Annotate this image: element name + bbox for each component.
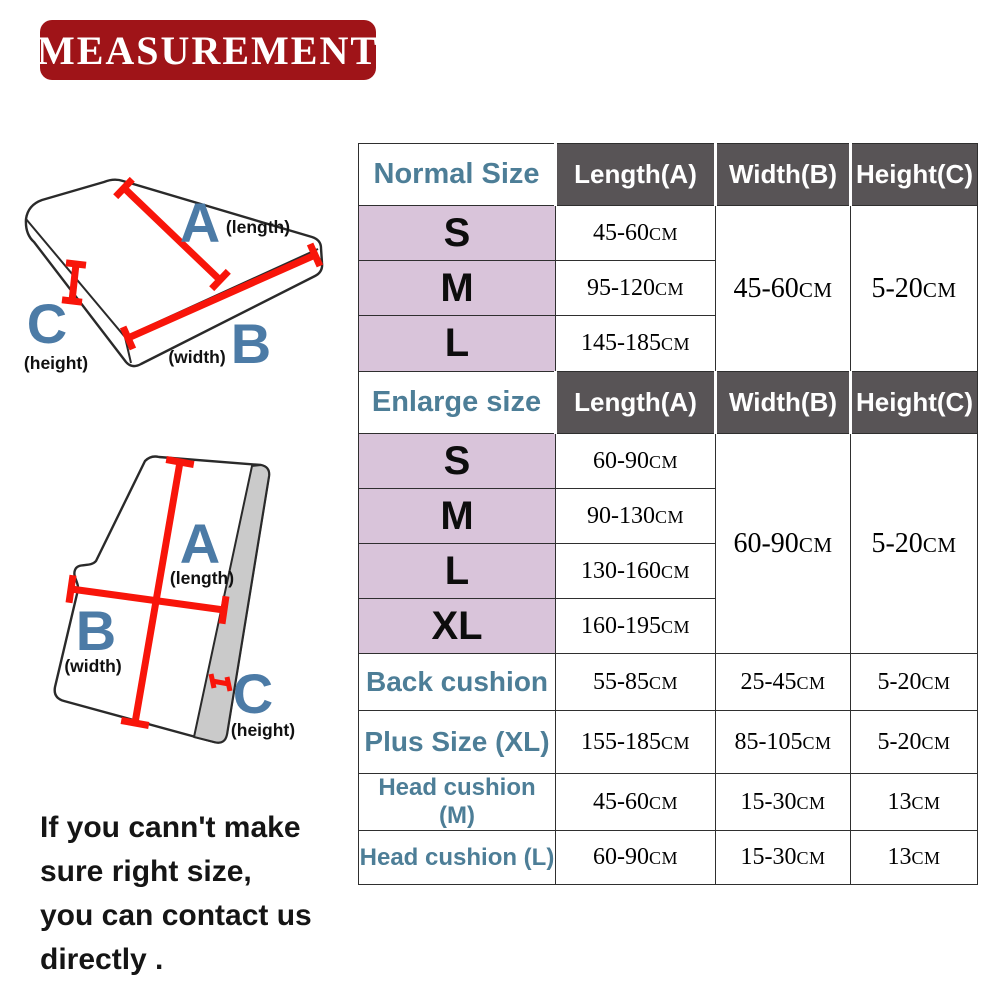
length-cell: 45-60CM (556, 774, 716, 831)
length-cell: 60-90CM (556, 831, 716, 885)
back-letter-c: C (232, 662, 274, 725)
column-header-height: Height(C) (851, 372, 978, 434)
height-cell-merged: 5-20CM (851, 434, 978, 654)
column-header-length: Length(A) (556, 372, 716, 434)
length-cell: 130-160CM (556, 544, 716, 599)
height-cell: 13CM (851, 831, 978, 885)
back-label-width: (width) (64, 656, 122, 676)
column-header-height: Height(C) (851, 144, 978, 206)
column-header-length: Length(A) (556, 144, 716, 206)
normal-size-title: Normal Size (359, 144, 556, 206)
seat-label-length: (length) (225, 217, 291, 237)
enlarge-row-s (359, 434, 978, 489)
column-header-width: Width(B) (716, 372, 851, 434)
height-cell: 5-20CM (851, 711, 978, 774)
row-label: Head cushion (L) (359, 831, 556, 885)
width-cell-merged: 45-60CM (716, 206, 851, 372)
width-cell: 85-105CM (716, 711, 851, 774)
normal-header-row (359, 144, 978, 206)
length-cell: 45-60CM (556, 206, 716, 261)
width-cell: 15-30CM (716, 774, 851, 831)
size-table (358, 143, 978, 885)
seat-label-width: (width) (168, 347, 226, 367)
length-cell: 155-185CM (556, 711, 716, 774)
back-letter-b: B (75, 599, 117, 662)
head-cushion-l-row (359, 831, 978, 885)
height-cell: 5-20CM (851, 654, 978, 711)
enlarge-header-row (359, 372, 978, 434)
size-cell: S (359, 206, 556, 261)
back-cushion-diagram (42, 450, 354, 772)
length-cell: 160-195CM (556, 599, 716, 654)
height-cell-merged: 5-20CM (851, 206, 978, 372)
row-label: Head cushion (M) (359, 774, 556, 831)
back-label-length: (length) (169, 568, 235, 588)
seat-label-height: (height) (23, 353, 89, 373)
row-label: Plus Size (XL) (359, 711, 556, 774)
head-cushion-m-row (359, 774, 978, 831)
back-cushion-row (359, 654, 978, 711)
length-cell: 60-90CM (556, 434, 716, 489)
contact-note (40, 806, 312, 982)
note-line: If you cann't make (40, 811, 301, 844)
column-header-width: Width(B) (716, 144, 851, 206)
length-cell: 145-185CM (556, 316, 716, 372)
width-cell: 25-45CM (716, 654, 851, 711)
width-cell: 15-30CM (716, 831, 851, 885)
note-line: sure right size, (40, 855, 252, 888)
seat-cushion-diagram (20, 165, 352, 399)
size-cell: L (359, 316, 556, 372)
size-cell: M (359, 261, 556, 316)
length-cell: 95-120CM (556, 261, 716, 316)
normal-row-s (359, 206, 978, 261)
size-cell: XL (359, 599, 556, 654)
banner-title: MEASUREMENT (36, 27, 380, 73)
size-cell: M (359, 489, 556, 544)
back-letter-a: A (179, 512, 221, 575)
size-cell: S (359, 434, 556, 489)
enlarge-size-title: Enlarge size (359, 372, 556, 434)
seat-letter-c: C (26, 292, 68, 355)
length-cell: 90-130CM (556, 489, 716, 544)
plus-size-row (359, 711, 978, 774)
size-cell: L (359, 544, 556, 599)
back-label-height: (height) (230, 720, 296, 740)
height-cell: 13CM (851, 774, 978, 831)
width-cell-merged: 60-90CM (716, 434, 851, 654)
seat-letter-b: B (230, 312, 272, 375)
note-line: you can contact us (40, 899, 312, 932)
measurement-banner (36, 20, 380, 80)
row-label: Back cushion (359, 654, 556, 711)
length-cell: 55-85CM (556, 654, 716, 711)
note-line: directly . (40, 943, 164, 976)
seat-letter-a: A (179, 191, 221, 254)
